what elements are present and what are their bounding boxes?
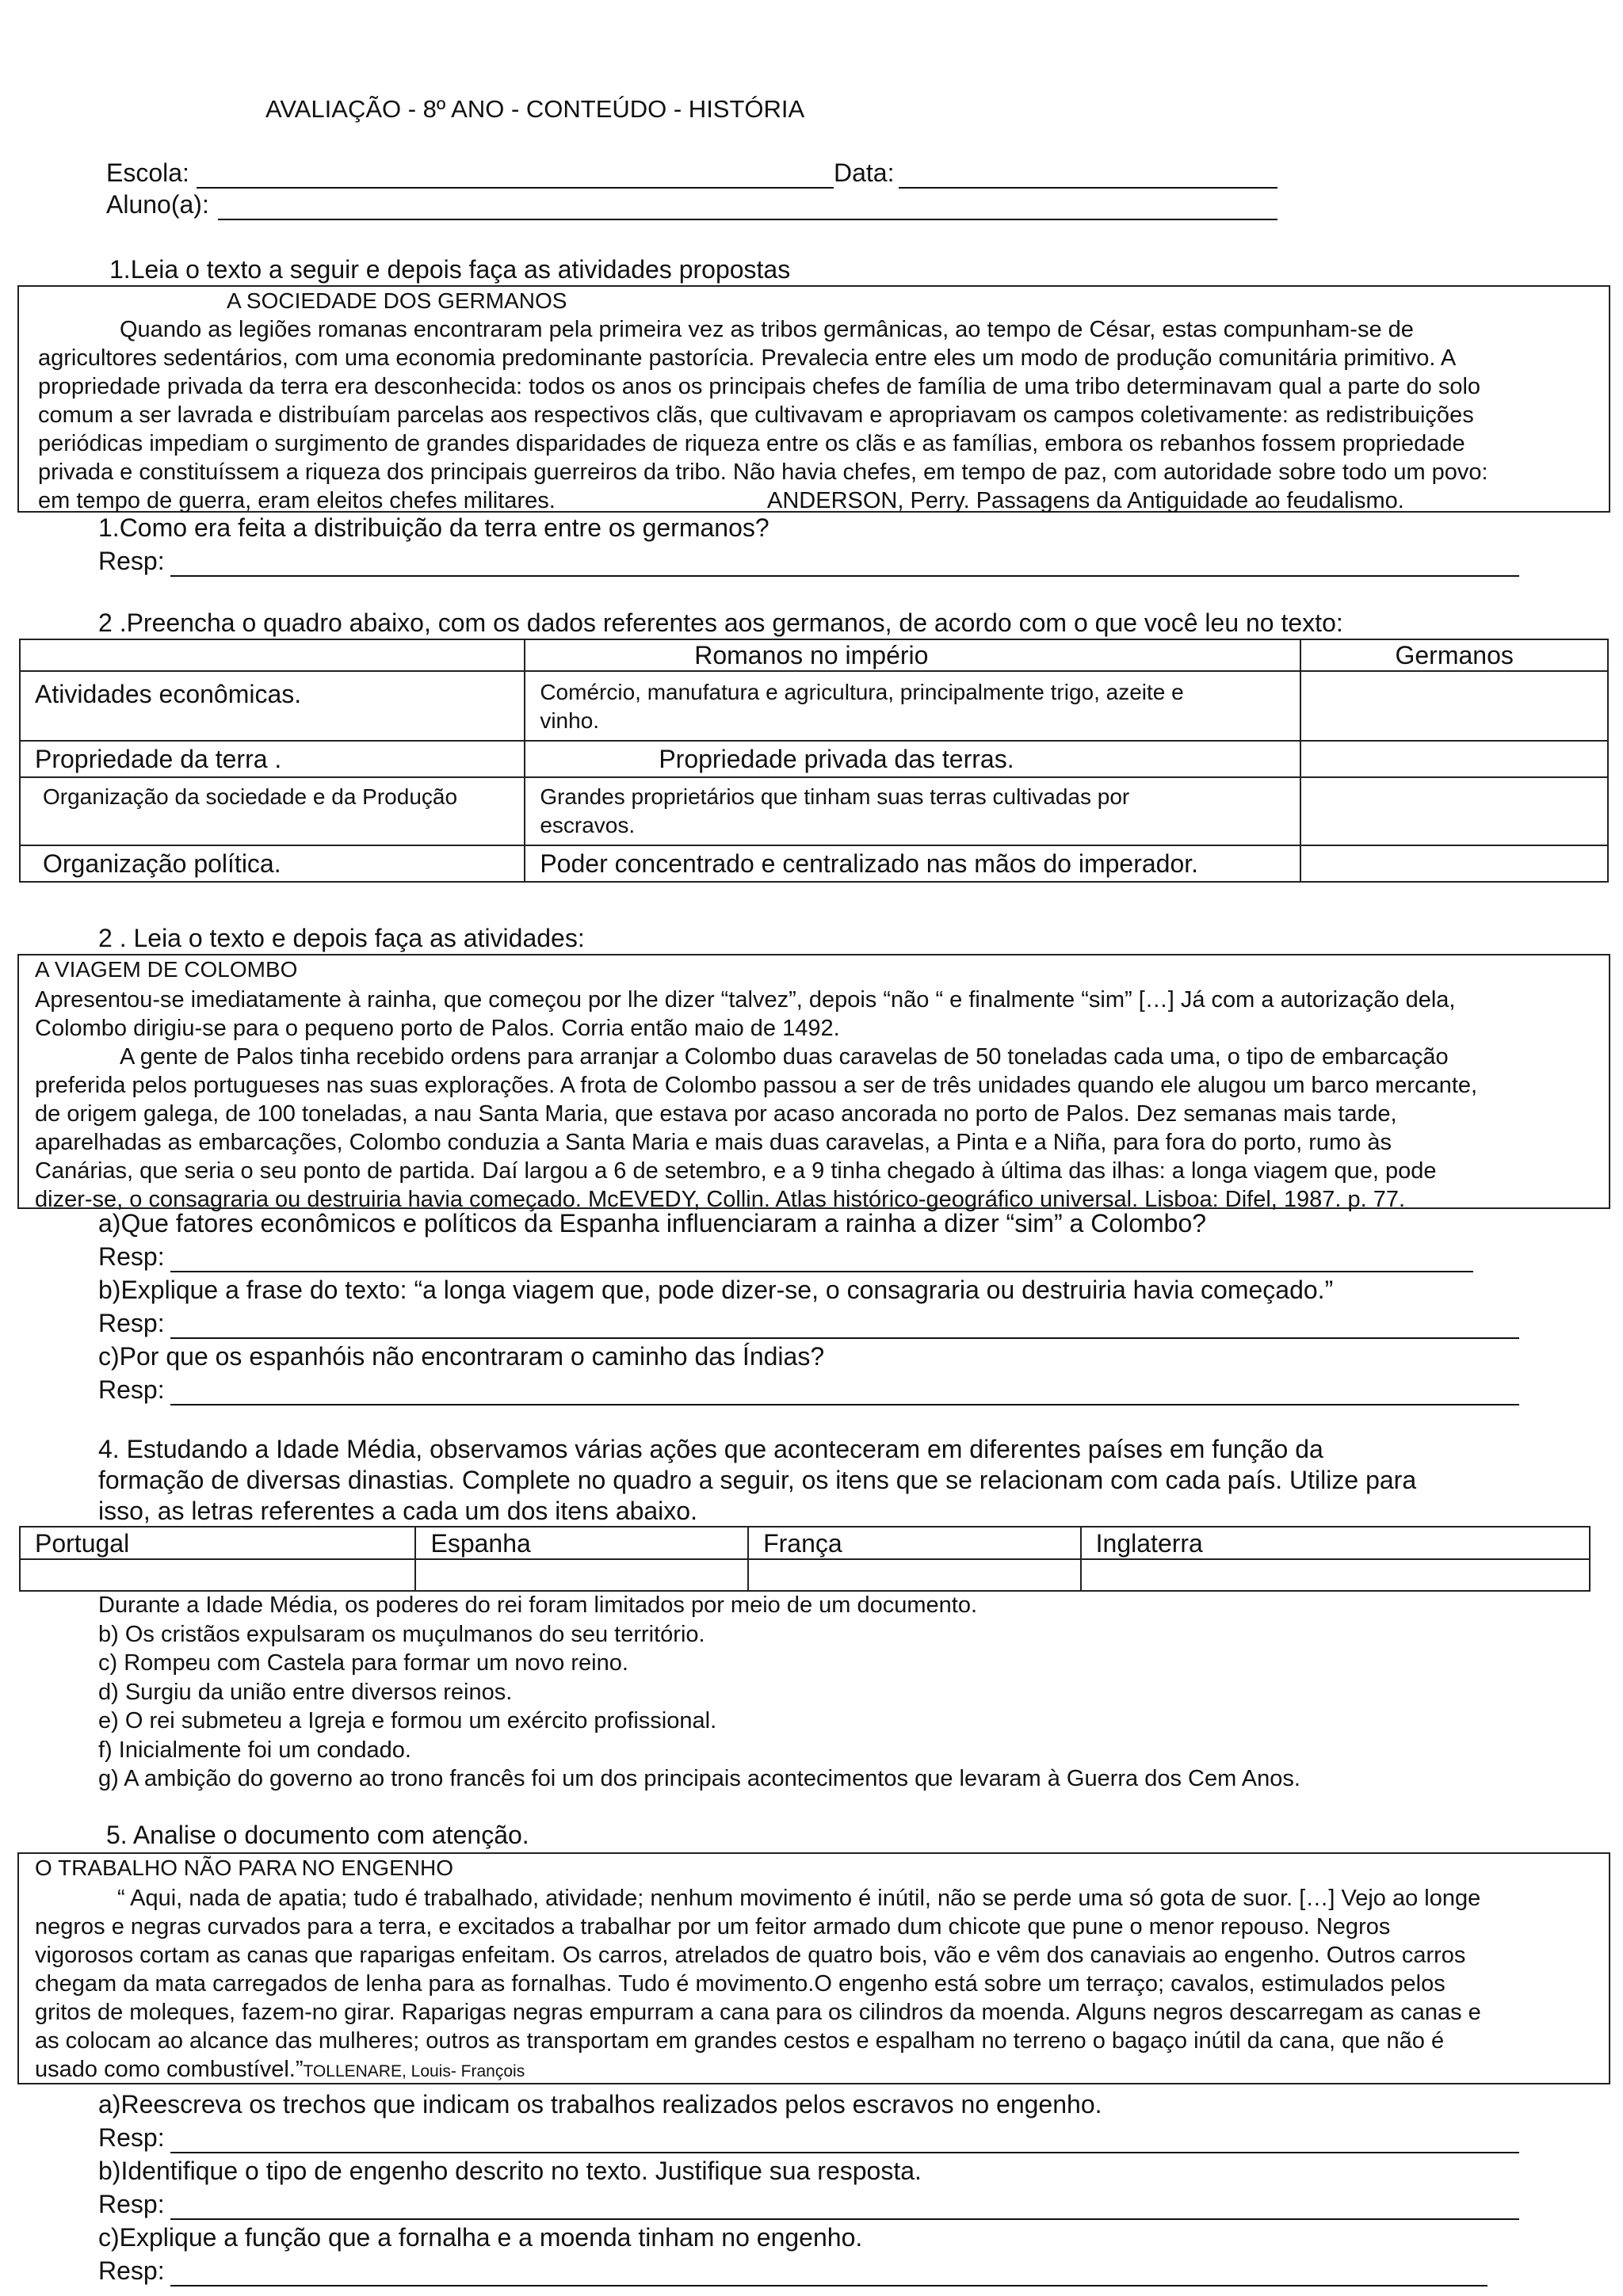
country-portugal: Portugal (20, 1527, 415, 1559)
table-header-germanos: Germanos (1300, 639, 1608, 671)
colombo-text-box (17, 954, 1610, 1212)
row-germanos-input[interactable] (1300, 671, 1608, 741)
data-input[interactable] (899, 187, 1277, 189)
q1-resp-input[interactable] (170, 575, 1519, 577)
q4-intro (98, 1434, 1416, 1527)
colombo-line: Canárias, que seria o seu ponto de partida. Daí largou a 6 de setembro, e a 9 tinha chegado à última das ilhas: a longa viagem que, pode (35, 1158, 1437, 1184)
escola-input[interactable] (197, 187, 834, 189)
row-label: Atividades econômicas. (20, 671, 525, 741)
q3b-resp-label: Resp: (98, 1309, 165, 1337)
q2-intro: 2 .Preencha o quadro abaixo, com os dados referentes aos germanos, de acordo com o que você leu no texto: (98, 608, 1343, 637)
colombo-text (35, 986, 1477, 1214)
countries-answer-row (20, 1559, 1590, 1591)
engenho-line: negros e negras curvados para a terra, e excitados a trabalhar por um feitor armado dum chicote que pune o menor repouso. Negros (35, 1914, 1391, 1939)
row-romanos: Propriedade privada das terras. (525, 741, 1300, 777)
country-franca: França (748, 1527, 1081, 1559)
q4-item: b) Os cristãos expulsaram os muçulmanos do seu território. (98, 1621, 705, 1647)
row-romanos: Grandes proprietários que tinham suas terras cultivadas por escravos. (525, 777, 1300, 845)
countries-table (19, 1526, 1591, 1592)
engenho-line: vigorosos cortam as canas que raparigas enfeitam. Os carros, atrelados de quatro bois, vão e vêm dos canaviais ao engenho. Outros carros (35, 1943, 1466, 1968)
row-romanos: Comércio, manufatura e agricultura, principalmente trigo, azeite e vinho. (525, 671, 1300, 741)
q1-intro: 1.Leia o texto a seguir e depois faça as atividades propostas (109, 255, 791, 284)
table-row (20, 671, 1608, 741)
engenho-line-last: usado como combustível.” (35, 2057, 304, 2082)
colombo-line: de origem galega, de 100 toneladas, a nau Santa Maria, que estava por acaso ancorada no porto de Palos. Dez semanas mais tarde, (35, 1101, 1397, 1127)
table-row (20, 741, 1608, 777)
colombo-box-title: A VIAGEM DE COLOMBO (35, 957, 298, 982)
colombo-line: A gente de Palos tinha recebido ordens para arranjar a Colombo duas caravelas de 50 toneladas cada uma, o tipo de embarcação (120, 1044, 1449, 1070)
q4-intro-line: isso, as letras referentes a cada um dos itens abaixo. (98, 1497, 697, 1525)
germanos-source: ANDERSON, Perry. Passagens da Antiguidade ao feudalismo. (767, 488, 1404, 513)
row-label: Organização da sociedade e da Produção (20, 777, 525, 845)
country-espanha: Espanha (415, 1527, 748, 1559)
engenho-source: TOLLENARE, Louis- François (303, 2062, 525, 2081)
countries-header-row (20, 1527, 1590, 1559)
germanos-line: comum a ser lavrada e distribuíam parcelas aos respectivos clãs, que cultivavam e apropriavam os campos coletivamente: as redistribuições (38, 402, 1474, 428)
q4-item: d) Surgiu da união entre diversos reinos. (98, 1679, 513, 1705)
portugal-answer-cell[interactable] (20, 1559, 415, 1591)
q5-intro: 5. Analise o documento com atenção. (106, 1821, 529, 1849)
engenho-text (35, 1884, 1481, 2086)
q3c-resp-input[interactable] (170, 1404, 1519, 1405)
q3-intro: 2 . Leia o texto e depois faça as atividades: (98, 924, 585, 952)
engenho-line: as colocam ao alcance das mulheres; outros as transportam em grandes cestos e espalham no terreno o bagaço inútil da cana, que não é (35, 2028, 1445, 2054)
q3a-resp-input[interactable] (170, 1271, 1473, 1272)
germanos-line: periódicas impediam o surgimento de grandes disparidades de riqueza entre os clãs e as famílias, embora os rebanhos fossem propriedade (38, 431, 1465, 456)
germanos-line-last: em tempo de guerra, eram eleitos chefes militares. (38, 488, 556, 513)
table-header-romanos: Romanos no império (525, 639, 1300, 671)
aluno-input[interactable] (218, 219, 1277, 220)
germanos-text-box (17, 285, 1610, 513)
q3b-resp-input[interactable] (170, 1337, 1519, 1339)
romanos-germanos-table (19, 639, 1609, 883)
germanos-text (38, 315, 1488, 515)
q4-item: f) Inicialmente foi um condado. (98, 1737, 411, 1763)
row-germanos-input[interactable] (1300, 741, 1608, 777)
engenho-line: gritos de moleques, fazem-no girar. Raparigas negras empurram a cana para os cilindros da moenda. Alguns negros descarregam as canas e (35, 2000, 1481, 2025)
q3a-question: a)Que fatores econômicos e políticos da Espanha influenciaram a rainha a dizer “sim” a Colombo? (98, 1209, 1207, 1238)
q4-item: Durante a Idade Média, os poderes do rei foram limitados por meio de um documento. (98, 1592, 978, 1618)
row-germanos-input[interactable] (1300, 845, 1608, 882)
q1-resp-label: Resp: (98, 547, 165, 575)
colombo-line: Colombo dirigiu-se para o pequeno porto de Palos. Corria então maio de 1492. (35, 1016, 840, 1041)
colombo-line: preferida pelos portugueses nas suas explorações. A frota de Colombo passou a ser de três unidades quando ele alugou um barco mercante, (35, 1073, 1478, 1098)
q5c-resp-label: Resp: (98, 2256, 165, 2285)
franca-answer-cell[interactable] (748, 1559, 1081, 1591)
q4-intro-line: 4. Estudando a Idade Média, observamos várias ações que aconteceram em diferentes países em função da (98, 1435, 1323, 1463)
engenho-text-box (17, 1852, 1610, 2084)
q4-item: g) A ambição do governo ao trono francês foi um dos principais acontecimentos que levaram à Guerra dos Cem Anos. (98, 1766, 1300, 1791)
colombo-line: aparelhadas as embarcações, Colombo conduzia a Santa Maria e mais duas caravelas, a Pinta e a Niña, para fora do porto, rumo às (35, 1130, 1392, 1155)
engenho-line (35, 2055, 1481, 2086)
q5b-question: b)Identifique o tipo de engenho descrito no texto. Justifique sua resposta. (98, 2157, 922, 2185)
page-title: AVALIAÇÃO - 8º ANO - CONTEÚDO - HISTÓRIA (265, 95, 805, 123)
colombo-line: Apresentou-se imediatamente à rainha, que começou por lhe dizer “talvez”, depois “não “ e finalmente “sim” […] Já com a autorização dela, (35, 987, 1456, 1013)
row-romanos: Poder concentrado e centralizado nas mãos do imperador. (525, 845, 1300, 882)
row-label: Organização política. (20, 845, 525, 882)
colombo-line: dizer-se, o consagraria ou destruiria havia começado. McEVEDY, Collin. Atlas histórico-geográfico universal. Lisboa: Difel, 1987. p. 77. (35, 1187, 1406, 1212)
inglaterra-answer-cell[interactable] (1081, 1559, 1590, 1591)
q4-item: c) Rompeu com Castela para formar um novo reino. (98, 1650, 628, 1676)
engenho-line: “ Aqui, nada de apatia; tudo é trabalhado, atividade; nenhum movimento é inútil, não se perde uma só gota de suor. […] Vejo ao longe (117, 1886, 1481, 1911)
germanos-line: agricultores sedentários, com uma economia predominante pastorícia. Prevalecia entre eles um modo de produção comunitária primitivo. A (38, 345, 1457, 371)
q4-items-list (98, 1591, 1300, 1794)
q3c-resp-label: Resp: (98, 1375, 165, 1404)
engenho-line: chegam da mata carregados de lenha para as fornalhas. Tudo é movimento.O engenho está sobre um terraço; cavalos, estimulados pelos (35, 1971, 1445, 1997)
country-inglaterra: Inglaterra (1081, 1527, 1590, 1559)
table-row (20, 845, 1608, 882)
q5a-resp-input[interactable] (170, 2152, 1519, 2153)
q5a-resp-label: Resp: (98, 2123, 165, 2152)
germanos-box-title: A SOCIEDADE DOS GERMANOS (227, 288, 567, 313)
germanos-line: privada e constituíssem a riqueza dos principais guerreiros da tribo. Não havia chefes, em tempo de paz, com autoridade sobre todo um povo: (38, 460, 1488, 485)
q5b-resp-input[interactable] (170, 2218, 1519, 2220)
escola-label: Escola: (106, 158, 189, 187)
germanos-line (38, 486, 1488, 515)
engenho-box-title: O TRABALHO NÃO PARA NO ENGENHO (35, 1855, 453, 1880)
germanos-line: Quando as legiões romanas encontraram pela primeira vez as tribos germânicas, ao tempo de César, estas compunham-se de (120, 317, 1414, 342)
table-header-empty (20, 639, 525, 671)
data-label: Data: (834, 158, 895, 187)
q5a-question: a)Reescreva os trechos que indicam os trabalhos realizados pelos escravos no engenho. (98, 2090, 1102, 2119)
q1-question: 1.Como era feita a distribuição da terra entre os germanos? (98, 513, 769, 542)
espanha-answer-cell[interactable] (415, 1559, 748, 1591)
row-germanos-input[interactable] (1300, 777, 1608, 845)
table-row (20, 777, 1608, 845)
q5c-question: c)Explique a função que a fornalha e a moenda tinham no engenho. (98, 2223, 863, 2252)
q3c-question: c)Por que os espanhóis não encontraram o caminho das Índias? (98, 1342, 825, 1371)
q3a-resp-label: Resp: (98, 1242, 165, 1271)
q5b-resp-label: Resp: (98, 2190, 165, 2218)
q4-item: e) O rei submeteu a Igreja e formou um exército profissional. (98, 1708, 717, 1733)
germanos-line: propriedade privada da terra era desconhecida: todos os anos os principais chefes de família de uma tribo determinavam qual a parte do solo (38, 374, 1481, 399)
aluno-label: Aluno(a): (106, 190, 209, 219)
q3b-question: b)Explique a frase do texto: “a longa viagem que, pode dizer-se, o consagraria ou destruiria havia começado.” (98, 1276, 1334, 1304)
q4-intro-line: formação de diversas dinastias. Complete no quadro a seguir, os itens que se relacionam com cada país. Utilize para (98, 1466, 1417, 1494)
q5c-resp-input[interactable] (170, 2285, 1487, 2286)
table-header-row (20, 639, 1608, 671)
row-label: Propriedade da terra . (20, 741, 525, 777)
